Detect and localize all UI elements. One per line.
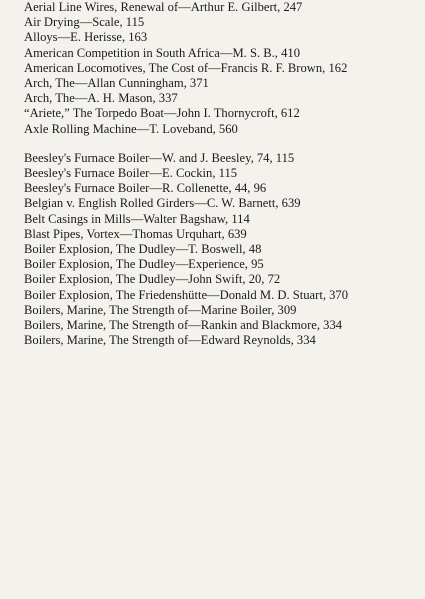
- index-entry: Blast Pipes, Vortex—Thomas Urquhart, 639: [24, 226, 247, 241]
- index-entry: Boilers, Marine, The Strength of—Edward Reynolds, 334: [24, 333, 316, 348]
- index-entry: Beesley's Furnace Boiler—R. Collenette, 44, 96: [24, 181, 267, 196]
- index-entry: Alloys—E. Herisse, 163: [24, 30, 148, 45]
- index-entry: Beesley's Furnace Boiler—E. Cockin, 115: [24, 166, 238, 181]
- index-entry: Boiler Explosion, The Dudley—John Swift, 20, 72: [24, 272, 281, 287]
- index-entry: Boiler Explosion, The Friedenshütte—Donald M. D. Stuart, 370: [24, 287, 349, 302]
- index-entry: “Ariete,” The Torpedo Boat—John I. Thornycroft, 612: [24, 106, 300, 121]
- index-entry: American Locomotives, The Cost of—Francis R. F. Brown, 162: [24, 60, 348, 75]
- index-entry: Axle Rolling Machine—T. Loveband, 560: [24, 121, 238, 136]
- index-entry: Arch, The—A. H. Mason, 337: [24, 91, 178, 106]
- index-entry: Belgian v. English Rolled Girders—C. W. Barnett, 639: [24, 196, 301, 211]
- index-entry: Belt Casings in Mills—Walter Bagshaw, 114: [24, 211, 250, 226]
- index-entry: Arch, The—Allan Cunningham, 371: [24, 76, 209, 91]
- index-entry: Beesley's Furnace Boiler—W. and J. Beesley, 74, 115: [24, 150, 295, 165]
- index-entry: Boiler Explosion, The Dudley—T. Boswell, 48: [24, 242, 262, 257]
- section-gap: [24, 137, 409, 151]
- index-entry: Air Drying—Scale, 115: [24, 15, 145, 30]
- index-list: [24, 0, 409, 348]
- index-entry: American Competition in South Africa—M. S. B., 410: [24, 45, 300, 60]
- index-entry: Boilers, Marine, The Strength of—Rankin and Blackmore, 334: [24, 318, 343, 333]
- index-entry: Boilers, Marine, The Strength of—Marine Boiler, 309: [24, 302, 297, 317]
- index-entry: Boiler Explosion, The Dudley—Experience, 95: [24, 257, 264, 272]
- index-entry: Aerial Line Wires, Renewal of—Arthur E. Gilbert, 247: [24, 0, 303, 14]
